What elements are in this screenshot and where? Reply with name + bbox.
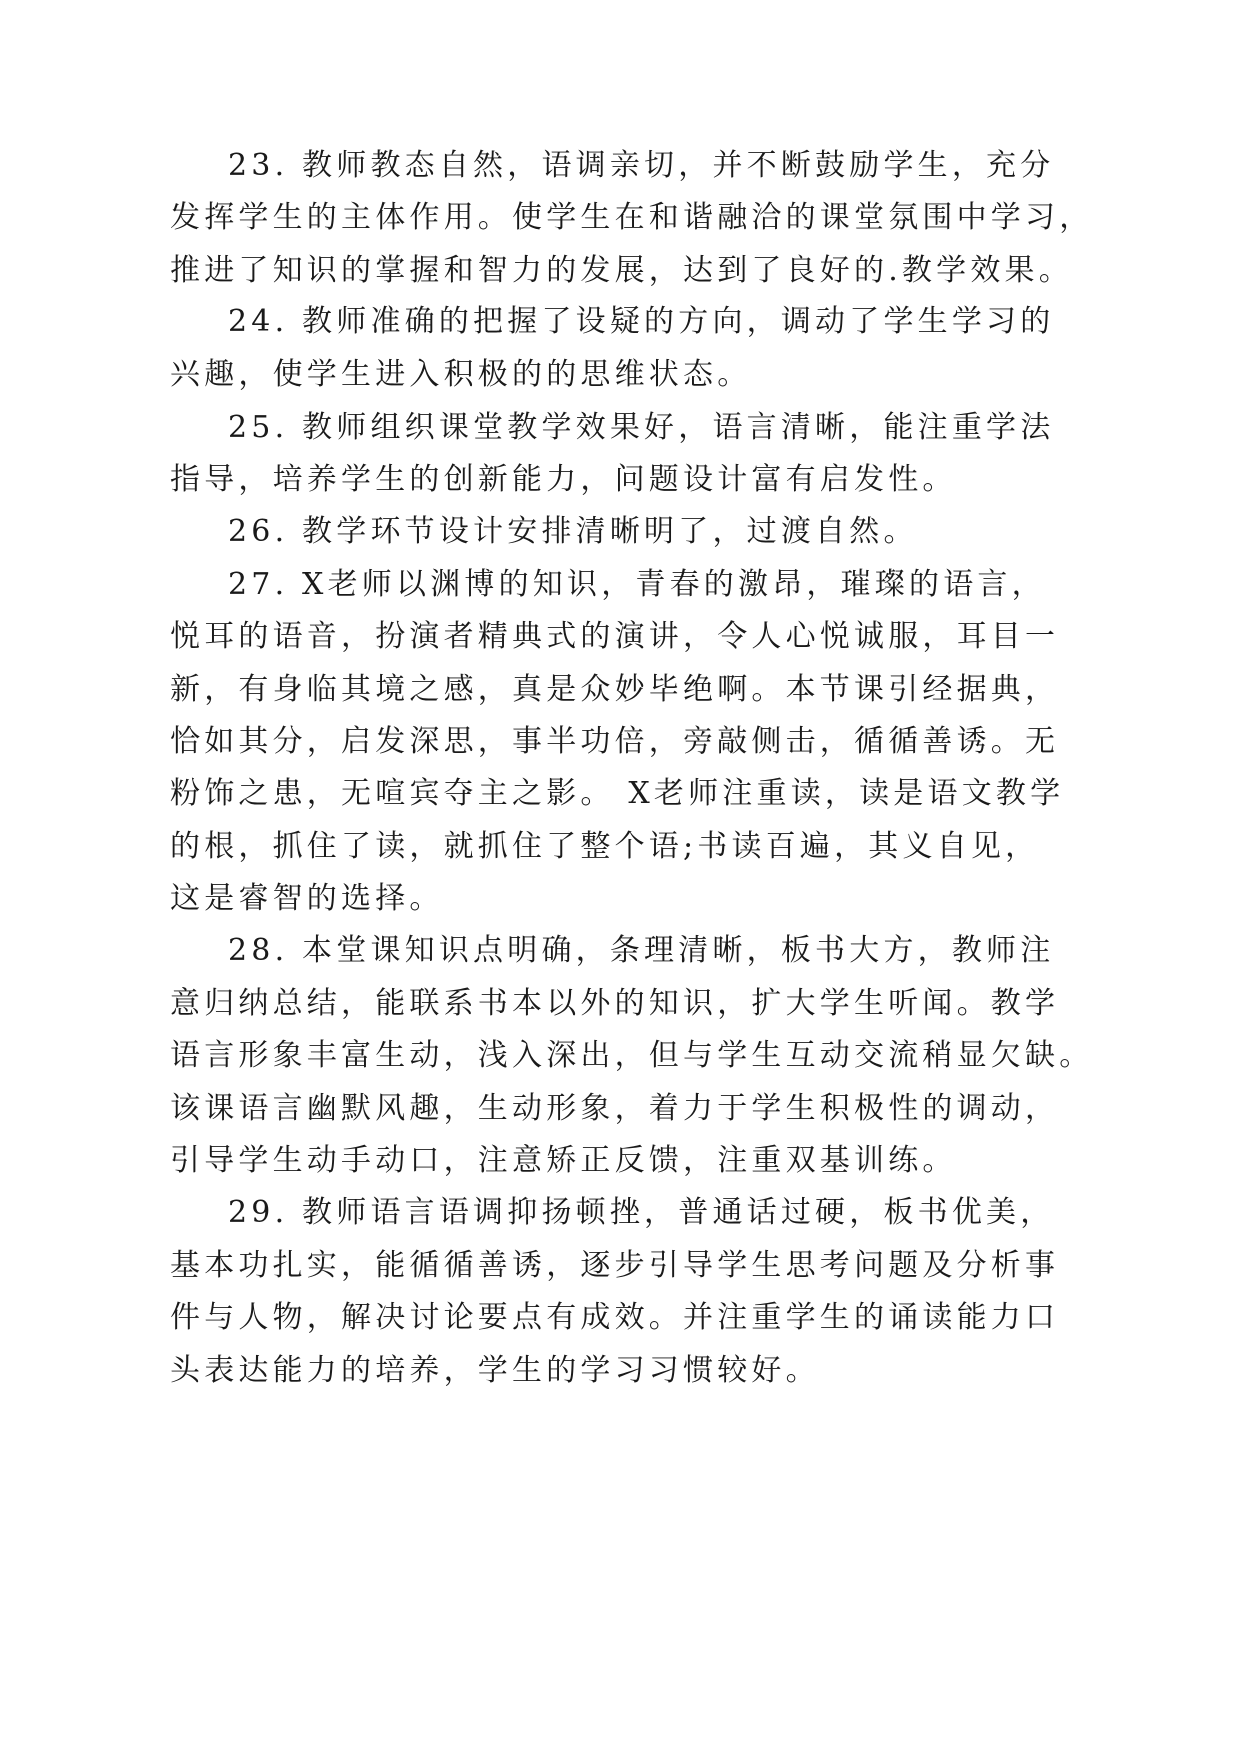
text-line: 24. 教师准确的把握了设疑的方向，调动了学生学习的 bbox=[228, 304, 1055, 339]
text-line: 恰如其分，启发深思，事半功倍，旁敲侧击，循循善诱。无 bbox=[170, 724, 1060, 759]
text-line: 新，有身临其境之感，真是众妙毕绝啊。本节课引经据典， bbox=[170, 672, 1060, 707]
text-line: 25. 教师组织课堂教学效果好，语言清晰，能注重学法 bbox=[228, 410, 1055, 445]
text-line: 28. 本堂课知识点明确，条理清晰，板书大方，教师注 bbox=[228, 933, 1055, 968]
text-line: 语言形象丰富生动，浅入深出，但与学生互动交流稍显欠缺。 bbox=[170, 1038, 1094, 1073]
text-line: 26. 教学环节设计安排清晰明了，过渡自然。 bbox=[228, 514, 918, 549]
text-line: 指导，培养学生的创新能力，问题设计富有启发性。 bbox=[170, 462, 957, 497]
text-line: 悦耳的语音，扮演者精典式的演讲，令人心悦诚服，耳目一 bbox=[170, 619, 1060, 654]
text-line: 粉饰之患，无喧宾夺主之影。 X老师注重读，读是语文教学 bbox=[170, 776, 1065, 811]
text-line: 推进了知识的掌握和智力的发展，达到了良好的.教学效果。 bbox=[170, 253, 1073, 288]
text-line: 意归纳总结，能联系书本以外的知识，扩大学生听闻。教学 bbox=[170, 986, 1060, 1021]
text-line: 件与人物，解决讨论要点有成效。并注重学生的诵读能力口 bbox=[170, 1300, 1060, 1335]
text-line: 头表达能力的培养，学生的学习习惯较好。 bbox=[170, 1353, 820, 1388]
text-line: 29. 教师语言语调抑扬顿挫，普通话过硬，板书优美， bbox=[228, 1195, 1055, 1230]
text-line: 基本功扎实，能循循善诱，逐步引导学生思考问题及分析事 bbox=[170, 1248, 1060, 1283]
text-line: 这是睿智的选择。 bbox=[170, 881, 444, 916]
text-line: 兴趣，使学生进入积极的的思维状态。 bbox=[170, 357, 752, 392]
text-line: 引导学生动手动口，注意矫正反馈，注重双基训练。 bbox=[170, 1143, 957, 1178]
text-line: 23. 教师教态自然，语调亲切，并不断鼓励学生，充分 bbox=[228, 148, 1055, 183]
text-line: 的根，抓住了读，就抓住了整个语;书读百遍，其义自见， bbox=[170, 829, 1040, 864]
text-line: 发挥学生的主体作用。使学生在和谐融洽的课堂氛围中学习， bbox=[170, 200, 1094, 235]
text-line: 该课语言幽默风趣，生动形象，着力于学生积极性的调动， bbox=[170, 1091, 1060, 1126]
text-line: 27. X老师以渊博的知识，青春的激昂，璀璨的语言， bbox=[228, 567, 1046, 602]
